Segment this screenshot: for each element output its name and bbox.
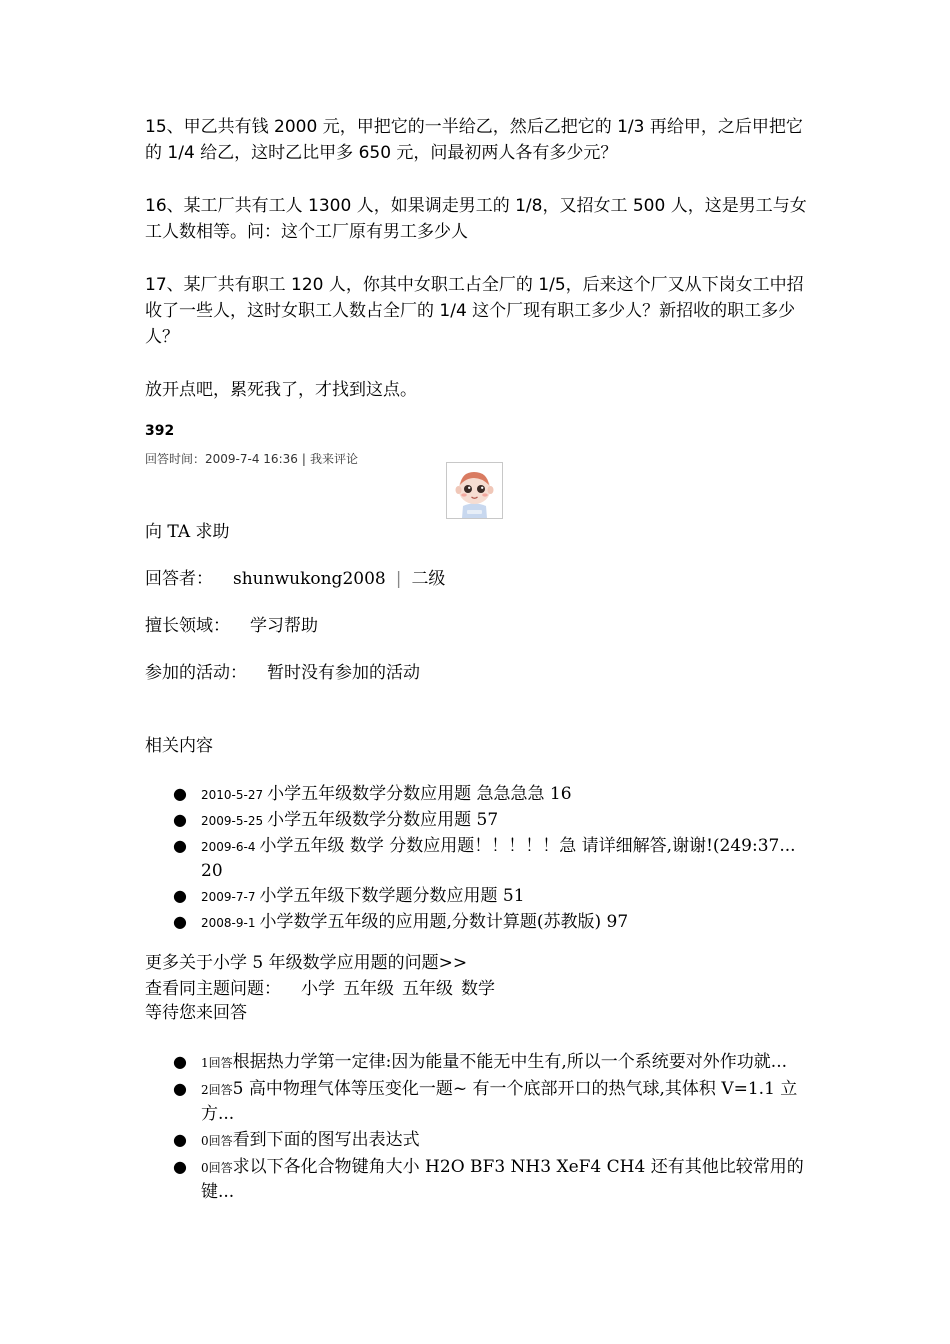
- answer-count: 2: [201, 1083, 209, 1097]
- ask-ta-link[interactable]: 向 TA 求助: [145, 522, 230, 542]
- answerer-separator: |: [395, 569, 402, 589]
- bullet-icon: ●: [173, 1079, 187, 1098]
- waiting-question[interactable]: 5 高中物理气体等压变化一题~ 有一个底部开口的热气球,其体积 V=1.1 立方...: [201, 1079, 798, 1124]
- bullet-icon: ●: [173, 1157, 187, 1176]
- comment-link[interactable]: 我来评论: [309, 452, 358, 466]
- bullet-icon: ●: [173, 1052, 187, 1071]
- answer-meta: [145, 450, 358, 467]
- waiting-question[interactable]: 求以下各化合物键角大小 H2O BF3 NH3 XeF4 CH4 还有其他比较常用的键...: [201, 1157, 804, 1202]
- related-date: 2008-9-1: [201, 916, 256, 930]
- related-count: 57: [476, 810, 499, 830]
- topic-link[interactable]: 五年级: [343, 979, 394, 999]
- question-17: 17、某厂共有职工 120 人，你其中女职工占全厂的 1/5，后来这个厂又从下岗女工中招收了一些人，这时女职工人数占全厂的 1/4 这个厂现有职工多少人？新招收的职工多少人？: [145, 275, 804, 347]
- list-item[interactable]: [145, 1077, 810, 1126]
- related-date: 2009-6-4: [201, 840, 256, 854]
- answer-time-value: 2009-7-4 16:36: [205, 452, 298, 466]
- bullet-icon: ●: [173, 784, 187, 803]
- answerer-level: 二级: [411, 569, 446, 589]
- related-count: 51: [502, 886, 525, 906]
- list-item[interactable]: [145, 910, 810, 935]
- bullet-icon: ●: [173, 912, 187, 931]
- answer-score: 392: [145, 423, 175, 439]
- related-title[interactable]: 小学五年级数学分数应用题: [267, 810, 472, 830]
- related-date: 2010-5-27: [201, 788, 264, 802]
- question-15: 15、甲乙共有钱 2000 元，甲把它的一半给乙，然后乙把它的 1/3 再给甲，之后甲把它的 1/4 给乙，这时乙比甲多 650 元，问最初两人各有多少元？: [145, 117, 803, 163]
- topic-label: 查看同主题问题：: [145, 979, 281, 999]
- related-date: 2009-5-25: [201, 814, 264, 828]
- waiting-heading: 等待您来回答: [145, 1003, 247, 1023]
- question-16: 16、某工厂共有工人 1300 人，如果调走男工的 1/8，又招女工 500 人，这是男工与女工人数相等。问：这个工厂原有男工多少人: [145, 196, 807, 242]
- answer-count: 0: [201, 1161, 209, 1175]
- more-questions-link[interactable]: 更多关于小学 5 年级数学应用题的问题>>: [145, 953, 468, 973]
- related-count: 97: [606, 912, 629, 932]
- field-row: [145, 614, 318, 638]
- related-title[interactable]: 小学五年级 数学 分数应用题！！！！！急 请详细解答,谢谢!(249:37...: [259, 836, 796, 856]
- avatar[interactable]: [446, 462, 503, 519]
- answer-count-unit: 回答: [208, 1161, 233, 1175]
- baby-face-icon: [447, 463, 502, 518]
- list-item[interactable]: [145, 1155, 810, 1204]
- answer-count: 0: [201, 1134, 209, 1148]
- activity-value: 暂时没有参加的活动: [267, 663, 420, 683]
- waiting-question[interactable]: 看到下面的图写出表达式: [232, 1130, 420, 1150]
- answerer-label: 回答者：: [145, 569, 213, 589]
- related-date: 2009-7-7: [201, 890, 256, 904]
- answer-time-label: 回答时间：: [145, 452, 206, 466]
- answerer-name[interactable]: shunwukong2008: [233, 569, 386, 589]
- closing-remark: 放开点吧，累死我了，才找到这点。: [145, 380, 417, 400]
- related-title[interactable]: 小学五年级数学分数应用题 急急急急: [267, 784, 545, 804]
- activity-label: 参加的活动：: [145, 663, 247, 683]
- answer-count-unit: 回答: [208, 1056, 233, 1070]
- list-item[interactable]: [145, 834, 810, 883]
- answer-count-unit: 回答: [208, 1134, 233, 1148]
- field-label: 擅长领域：: [145, 616, 230, 636]
- waiting-list: [145, 1050, 810, 1206]
- field-value[interactable]: 学习帮助: [250, 616, 318, 636]
- bullet-icon: ●: [173, 836, 187, 855]
- bullet-icon: ●: [173, 886, 187, 905]
- bullet-icon: ●: [173, 810, 187, 829]
- answer-count: 1: [201, 1056, 209, 1070]
- related-heading: 相关内容: [145, 736, 213, 756]
- related-title[interactable]: 小学五年级下数学题分数应用题: [259, 886, 498, 906]
- bullet-icon: ●: [173, 1130, 187, 1149]
- list-item[interactable]: [145, 808, 810, 833]
- list-item[interactable]: [145, 1128, 810, 1153]
- related-title[interactable]: 小学数学五年级的应用题,分数计算题(苏教版): [259, 912, 602, 932]
- meta-separator: |: [301, 452, 306, 466]
- topic-link[interactable]: 五年级: [402, 979, 453, 999]
- answer-count-unit: 回答: [208, 1083, 233, 1097]
- list-item[interactable]: [145, 782, 810, 807]
- topic-row: [145, 978, 495, 1001]
- topic-link[interactable]: 小学: [301, 979, 335, 999]
- list-item[interactable]: [145, 1050, 810, 1075]
- related-count: 20: [201, 861, 223, 881]
- answerer-row: [145, 567, 445, 591]
- topic-link[interactable]: 数学: [461, 979, 495, 999]
- list-item[interactable]: [145, 884, 810, 909]
- related-count: 16: [549, 784, 572, 804]
- waiting-question[interactable]: 根据热力学第一定律:因为能量不能无中生有,所以一个系统要对外作功就...: [232, 1052, 787, 1072]
- related-list: [145, 782, 810, 936]
- activity-row: [145, 661, 420, 685]
